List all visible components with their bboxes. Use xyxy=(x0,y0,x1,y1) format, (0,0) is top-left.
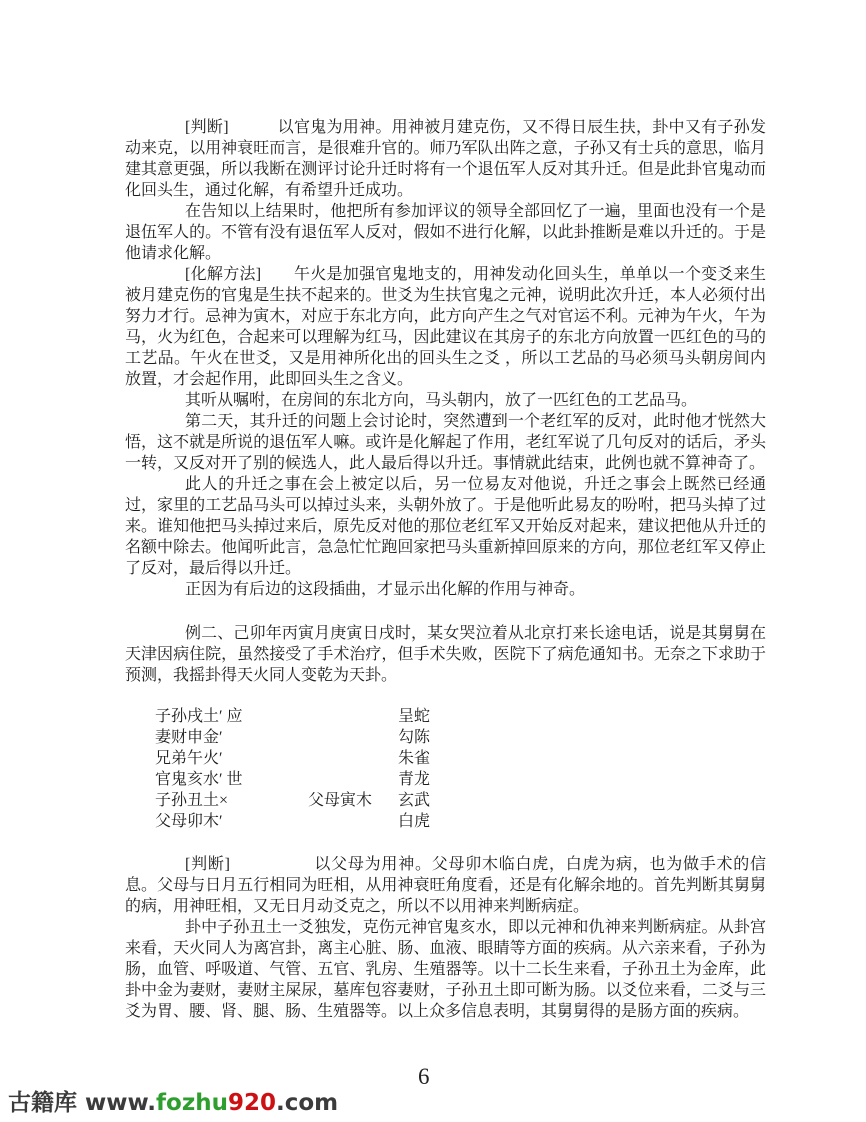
hexagram-row xyxy=(125,811,766,832)
six-god-label: 勾陈 xyxy=(398,729,431,746)
watermark-www: www. xyxy=(77,1090,157,1116)
six-god-label: 青龙 xyxy=(398,771,431,788)
watermark-domain-green: fozhu xyxy=(156,1090,228,1116)
paragraph: 此人的升迁之事在会上被定以后，另一位易友对他说，升迁之事会上既然已经通过，家里的工艺品马头可以掉过头来，头朝外放了。于是他听此易友的吩咐，把马头掉了过来。谁知他把马头掉过来后，原先反对他的那位老红军又开始反对起来，建议把他从升迁的名额中除去。他闻听此言，急急忙忙跑回家把马头重新掉回原来的方向，那位老红军又停止了反对，最后得以升迁。 xyxy=(125,476,766,577)
hexagram-line-label: 子孙丑土× xyxy=(155,792,229,809)
watermark-site-name: 古籍库 xyxy=(8,1090,77,1116)
watermark-tld: .com xyxy=(276,1090,339,1116)
page-number: 6 xyxy=(418,1064,430,1089)
paragraph-example2-intro: 例二、己卯年丙寅月庚寅日戌时，某女哭泣着从北京打来长途电话，说是其舅舅在天津因病住院，虽然接受了手术治疗，但手术失败，医院下了病危通知书。无奈之下求助于预测，我摇卦得天火同人变乾为天卦。 xyxy=(125,625,766,684)
six-god-label: 白虎 xyxy=(398,813,431,830)
paragraph: 卦中子孙丑土一爻独发，克伤元神官鬼亥水，即以元神和仇神来判断病症。从卦宫来看，天火同人为离宫卦，离主心脏、肠、血液、眼睛等方面的疾病。从六亲来看，子孙为肠，血管、呼吸道、气管、五官、乳房、生殖器等。以十二长生来看，子孙丑土为金库，此卦中金为妻财，妻财主屎尿，墓库包容妻财，子孙丑土即可断为肠。以爻位来看，二爻与三爻为胃、腰、肾、腿、肠、生殖器等。以上众多信息表明，其舅舅得的是肠方面的疾病。 xyxy=(125,919,766,1020)
paragraph: 正因为有后边的这段插曲，才显示出化解的作用与神奇。 xyxy=(185,581,586,598)
paragraph: 在告知以上结果时，他把所有参加评议的领导全部回忆了一遍，里面也没有一个是退伍军人的。不管有没有退伍军人反对，假如不进行化解，以此卦推断是难以升迁的。于是他请求化解。 xyxy=(125,203,766,262)
watermark xyxy=(8,1084,338,1117)
hexagram-line-label: 父母卯木′ xyxy=(155,813,223,830)
body-text xyxy=(125,117,766,1022)
hexagram-row xyxy=(125,706,766,727)
hexagram-table xyxy=(125,706,766,832)
watermark-domain-red: 920 xyxy=(227,1090,276,1116)
hexagram-row xyxy=(125,748,766,769)
paragraph: 其听从嘱咐，在房间的东北方向，马头朝内，放了一匹红色的工艺品马。 xyxy=(185,392,698,409)
hexagram-line-label: 妻财申金′ xyxy=(155,729,223,746)
hexagram-line-label: 兄弟午火′ xyxy=(155,750,223,767)
hexagram-change-label: 父母寅木 xyxy=(308,792,373,809)
six-god-label: 玄武 xyxy=(398,792,431,809)
paragraph: 第二天，其升迁的问题上会讨论时，突然遭到一个老红军的反对，此时他才恍然大悟，这不就是所说的退伍军人嘛。或许是化解起了作用，老红军说了几句反对的话后，矛头一转，又反对开了别的候选人，此人最后得以升迁。事情就此结束，此例也就不算神奇了。 xyxy=(125,413,766,472)
paragraph-judgment-1: [判断] 以官鬼为用神。用神被月建克伤，又不得日辰生扶，卦中又有子孙发动来克，以用神衰旺而言，是很难升官的。师乃军队出阵之意，子孙又有士兵的意思，临月建其意更强，所以我断在测评讨论升迁时将有一个退伍军人反对其升迁。但是此卦官鬼动而化回头生，通过化解，有希望升迁成功。 xyxy=(125,119,766,199)
six-god-label: 呈蛇 xyxy=(398,708,431,725)
hexagram-line-label: 官鬼亥水′ 世 xyxy=(155,771,243,788)
hexagram-row xyxy=(125,790,766,811)
hexagram-line-label: 子孙戌土′ 应 xyxy=(155,708,243,725)
paragraph-judgment-2: [判断] 以父母为用神。父母卯木临白虎，白虎为病，也为做手术的信息。父母与日月五行相同为旺相，从用神衰旺角度看，还是有化解余地的。首先判断其舅舅的病，用神旺相，又无日月动爻克之，所以不以用神来判断病症。 xyxy=(125,856,766,915)
hexagram-row xyxy=(125,727,766,748)
six-god-label: 朱雀 xyxy=(398,750,431,767)
paragraph-resolution-method: [化解方法] 午火是加强官鬼地支的，用神发动化回头生，单单以一个变爻来生被月建克伤的官鬼是生扶不起来的。世爻为生扶官鬼之元神，说明此次升迁，本人必须付出努力才行。忌神为寅木，对应于东北方向，此方向产生之气对官运不利。元神为午火，午为马，火为红色，合起来可以理解为红马，因此建议在其房子的东北方向放置一匹红色的马的工艺品。午火在世爻，又是用神所化出的回头生之爻 ，所以工艺品的马必须马头朝房间内放置，才会起作用，此即回头生之含义。 xyxy=(125,266,766,388)
hexagram-row xyxy=(125,769,766,790)
